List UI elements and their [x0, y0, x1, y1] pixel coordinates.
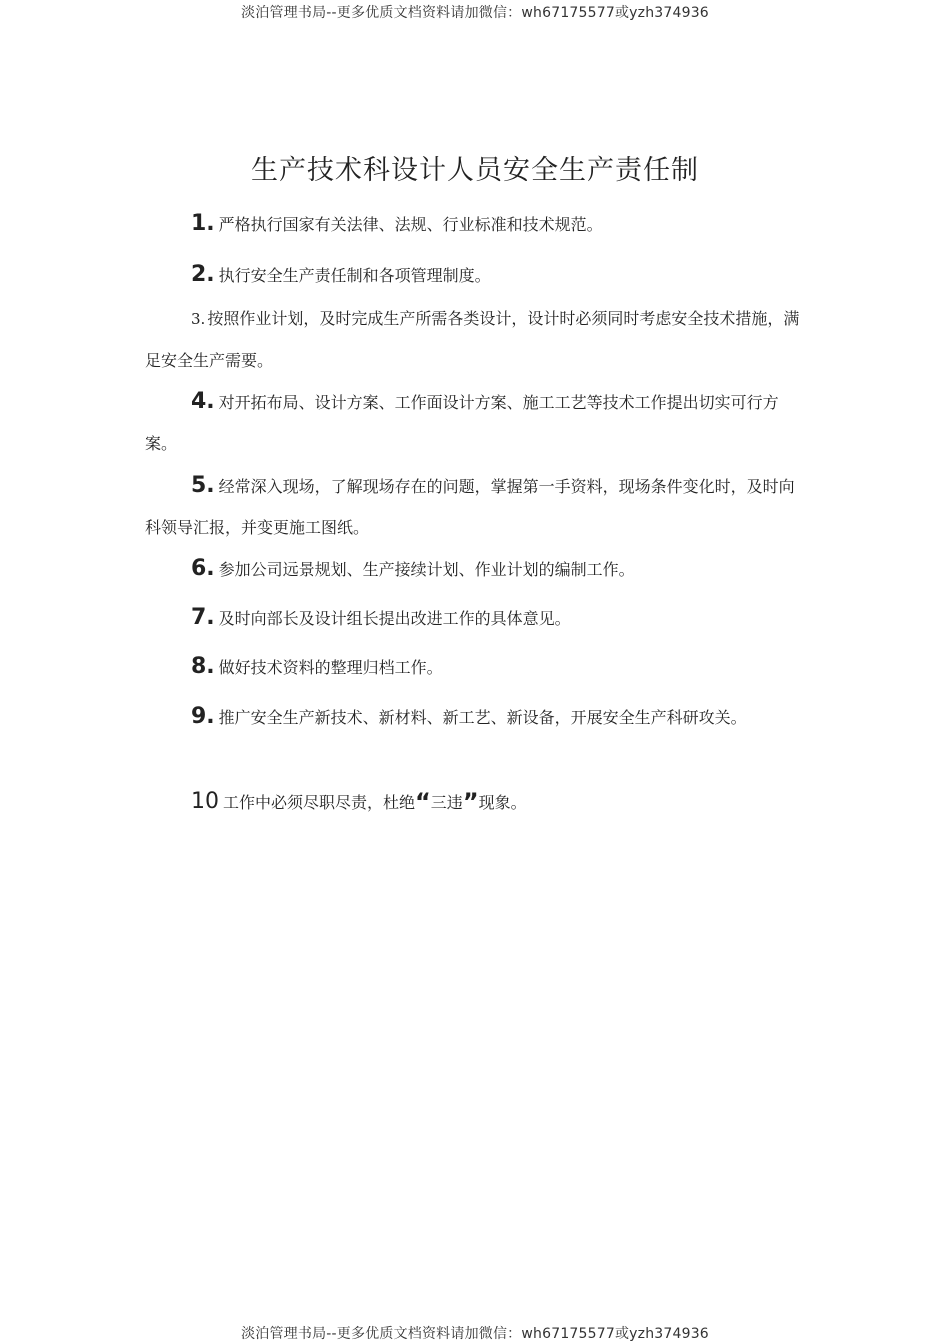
item-text: 执行安全生产责任制和各项管理制度。: [218, 266, 491, 285]
list-item: [145, 696, 807, 738]
item-text: 按照作业计划，及时完成生产所需各类设计，设计时必须同时考虑安全技术措施，满足安全生产需要。: [145, 309, 800, 370]
header-watermark: 淡泊管理书局--更多优质文档资料请加微信：wh67175577或yzh374936: [241, 5, 709, 21]
list-item: [145, 254, 807, 296]
list-item: [145, 781, 807, 823]
footer-watermark: 淡泊管理书局--更多优质文档资料请加微信：wh67175577或yzh374936: [241, 1326, 709, 1342]
list-item: [145, 203, 807, 245]
item-number: 8.: [191, 654, 215, 679]
item-number: 4.: [191, 389, 215, 414]
item-text-end: 现象。: [478, 793, 527, 812]
quoted-term: 三违: [430, 793, 463, 812]
item-text: 推广安全生产新技术、新材料、新工艺、新设备，开展安全生产科研攻关。: [218, 708, 747, 727]
item-number: 2.: [191, 262, 215, 287]
item-number: 7.: [191, 605, 215, 630]
item-text: 及时向部长及设计组长提出改进工作的具体意见。: [218, 609, 571, 628]
item-number: 10: [191, 789, 219, 814]
item-text: 工作中必须尽职尽责，杜绝: [223, 793, 416, 812]
item-number: 1.: [191, 211, 215, 236]
item-number: 6.: [191, 556, 215, 581]
item-text: 严格执行国家有关法律、法规、行业标准和技术规范。: [218, 215, 603, 234]
item-text: 经常深入现场，了解现场存在的问题，掌握第一手资料，现场条件变化时，及时向科领导汇报，并变更施工图纸。: [145, 477, 795, 537]
list-item: [145, 298, 807, 381]
item-number: 9.: [191, 704, 215, 729]
list-item: [145, 465, 807, 548]
list-item: [145, 548, 807, 590]
item-number: 5.: [191, 473, 215, 498]
close-quote: ”: [462, 788, 479, 816]
item-number: 3.: [191, 310, 206, 328]
item-text: 做好技术资料的整理归档工作。: [218, 658, 443, 677]
list-item: [145, 381, 807, 464]
open-quote: “: [415, 788, 431, 816]
list-item: [145, 646, 807, 688]
list-item: [145, 597, 807, 639]
item-text: 参加公司远景规划、生产接续计划、作业计划的编制工作。: [218, 560, 635, 579]
document-title: 生产技术科设计人员安全生产责任制: [251, 155, 699, 186]
item-text: 对开拓布局、设计方案、工作面设计方案、施工工艺等技术工作提出切实可行方案。: [145, 393, 779, 453]
